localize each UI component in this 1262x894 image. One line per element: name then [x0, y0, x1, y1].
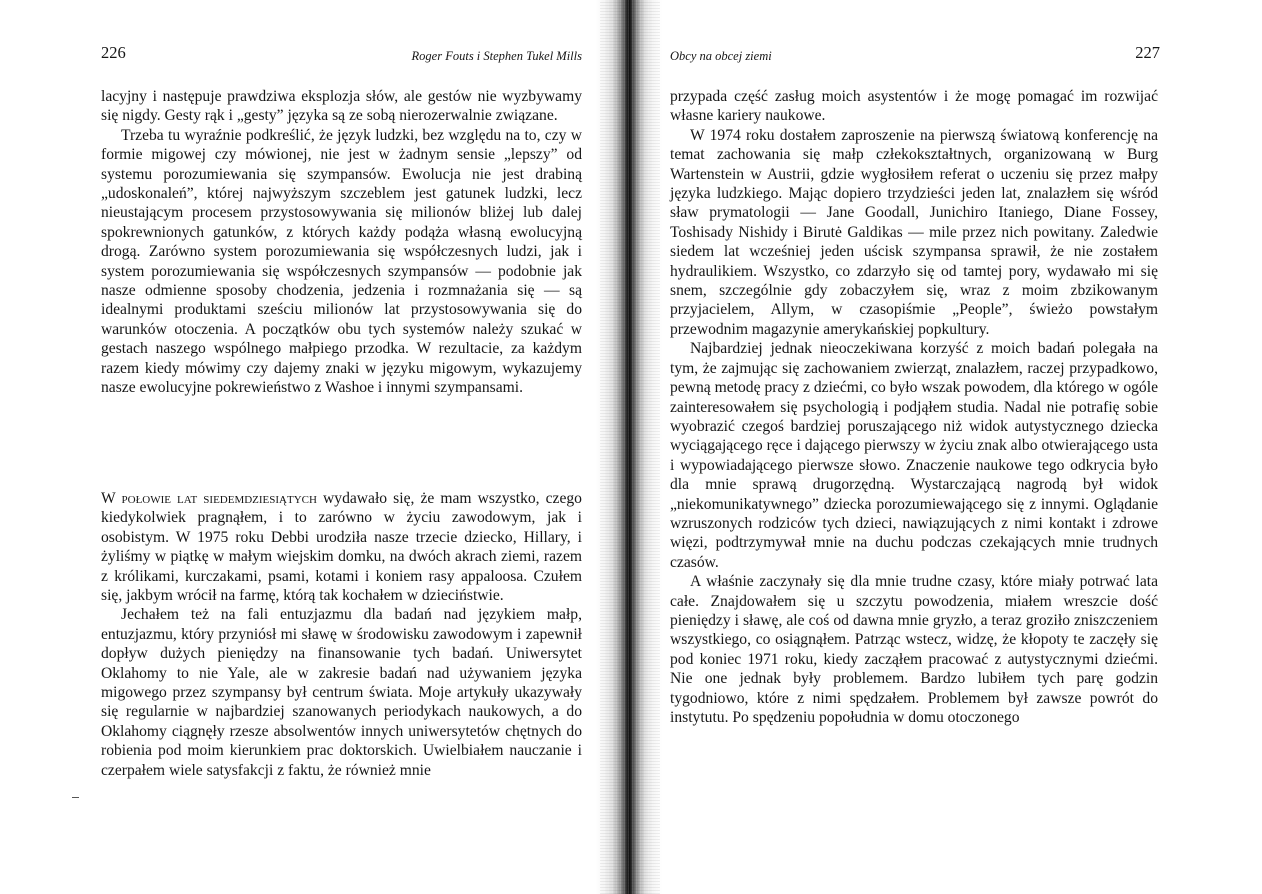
paragraph: W 1974 roku dostałem zaproszenie na pierwszą światową konferencję na temat zachowania się małp człekokształtnych, organizowaną w Burg Wartenstein w Austrii, gdzie wygłosiłem referat o uczeniu się przez małpy języka ludzkiego. Mając dopiero trzydzieści jeden lat, znalazłem się wśród sław prymatologii — Jane Goodall, Junichiro Itaniego, Diane Fossey, Toshisady Nishidy i Birutė Galdikas — mile przez nich powitany. Zaledwie siedem lat wcześniej jeden uścisk szympansa sprawił, że nie zostałem hydraulikiem. Wszystko, co zdarzyło się od tamtej pory, wydawało mi się snem, szczególnie gdy zobaczyłem się, wraz z moim zbzikowanym przyjacielem, Allym, w czasopiśmie „People”, świeżo powstałym przewodnim magazynie amerykańskiej popkultury.	[670, 126, 1158, 338]
running-head-right: Obcy na obcej ziemi	[670, 49, 772, 63]
left-section-2	[101, 489, 582, 780]
page-number-left: 226	[101, 43, 126, 62]
paragraph: Trzeba tu wyraźnie podkreślić, że język ludzki, bez względu na to, czy w formie migowej czy mówionej, nie jest w żadnym sensie „lepszy” od systemu porozumiewania się szympansów. Ewolucja nie jest drabiną „udoskonaleń”, której najwyższym szczeblem jest gatunek ludzki, lecz nieustającym procesem przystosowywania się milionów bliżej lub dalej spokrewnionych gatunków, z których każdy podąża własną ewolucyjną drogą. Zarówno system porozumiewania się współczesnych ludzi, jak i system porozumiewania się współczesnych szympansów — podobnie jak nasze odmienne sposoby chodzenia, jedzenia i rozmnażania się — są idealnymi produktami sześciu milionów lat przystosowywania się do warunków otoczenia. A początków obu tych systemów należy szukać w gestach naszego wspólnego małpiego przodka. W rezultacie, za każdym razem kiedy mówimy czy dajemy znaki w języku migowym, wykazujemy nasze ewolucyjne pokrewieństwo z Washoe i innymi szympansami.	[101, 126, 582, 397]
right-page	[640, 0, 1262, 894]
scan-mark	[72, 797, 79, 798]
paragraph: A właśnie zaczynały się dla mnie trudne czasy, które miały potrwać lata całe. Znajdowałem się u szczytu powodzenia, miałem wreszcie dość pieniędzy i sławę, ale coś od dawna mnie gryzło, a teraz groziło zniszczeniem wszystkiego, co osiągnąłem. Patrząc wstecz, widzę, że kłopoty te zaczęły się pod koniec 1971 roku, kiedy zacząłem pracować z autystycznymi dziećmi. Nie one jednak były problemem. Bardzo lubiłem tych parę godzin tygodniowo, które z nimi spędzałem. Problemem był zawsze powrót do instytutu. Po spędzeniu popołudnia w domu otoczonego	[670, 573, 1158, 726]
paragraph: lacyjny i następuje prawdziwa eksplozja słów, ale gestów nie wyzbywamy się nigdy. Gesty rąk i „gesty” języka są ze sobą nierozerwalnie związane.	[101, 88, 582, 125]
running-head-left: Roger Fouts i Stephen Tukel Mills	[411, 49, 582, 63]
small-caps-lead-in: W połowie lat siedemdziesiątych	[101, 490, 317, 507]
paragraph: Jechałem też na fali entuzjazmu dla badań nad językiem małp, entuzjazmu, który przyniósł mi sławę w środowisku zawodowym i zapewnił dopływ dużych pieniędzy na finansowanie tych badań. Uniwersytet Oklahomy to nie Yale, ale w zakresie badań nad używaniem języka migowego przez szympansy był centrum świata. Moje artykuły ukazywały się regularnie w najbardziej szanowanych periodykach naukowych, a do Oklahomy ciągnęły rzesze absolwentów innych uniwersytetów chętnych do robienia pod moim kierunkiem prac doktorskich. Uwielbiałem nauczanie i czerpałem wiele satysfakcji z faktu, że również mnie	[101, 606, 582, 779]
paragraph-text: wydawało się, że mam wszystko, czego kiedykolwiek pragnąłem, i to zarówno w życiu zawodowym, jak i osobistym. W 1975 roku Debbi urodziła nasze trzecie dziecko, Hillary, i żyliśmy w piątkę w małym wiejskim domku, na dwóch akrach ziemi, razem z królikami, kurczakami, psami, kotami i koniem rasy appaloosa. Czułem się, jakbym wrócił na farmę, którą tak kochałem w dzieciństwie.	[101, 490, 582, 605]
section-opening-paragraph	[101, 489, 582, 605]
page-number-right: 227	[1135, 43, 1160, 62]
left-section-1	[101, 87, 582, 398]
right-body	[670, 87, 1158, 727]
left-page	[0, 0, 620, 894]
paragraph: przypada część zasług moich asystentów i że mogę pomagać im rozwijać własne kariery naukowe.	[670, 88, 1158, 125]
paragraph: Najbardziej jednak nieoczekiwana korzyść z moich badań polegała na tym, że zajmując się zachowaniem zwierząt, znalazłem, raczej przypadkowo, pewną metodę pracy z dziećmi, co było wszak powodem, dla którego w ogóle zainteresowałem się psychologią i podjąłem studia. Nadal nie potrafię sobie wyobrazić czegoś bardziej poruszającego niż widok autystycznego dziecka wyciągającego ręce i dającego pierwszy w życiu znak albo otwierającego usta i wypowiadającego pierwsze słowo. Znaczenie naukowe tego odkrycia było dla mnie sprawą drugorzędną. Wystarczającą nagrodą był widok „niekomunikatywnego” dziecka porozumiewającego się z innymi. Oglądanie wzruszonych rodziców tych dzieci, nawiązujących z nimi kontakt i zdrowe więzi, podtrzymywał mnie na duchu podczas czekających mnie trudnych czasów.	[670, 340, 1158, 571]
